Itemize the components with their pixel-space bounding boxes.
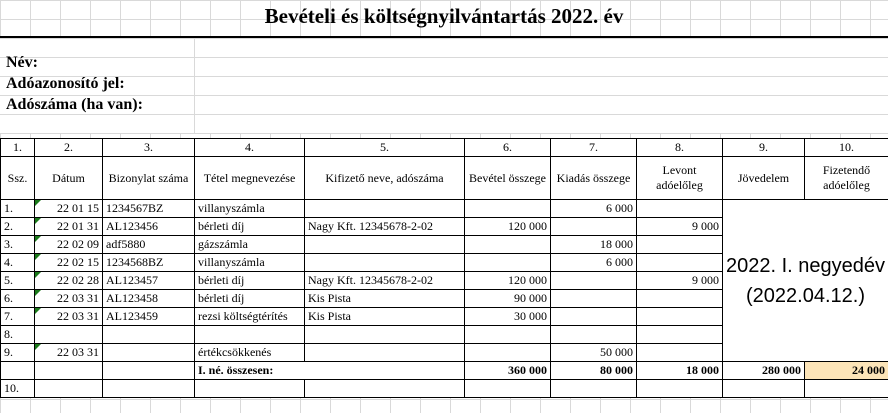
withheld-cell[interactable] bbox=[637, 344, 723, 362]
date-cell[interactable] bbox=[35, 326, 103, 344]
column-number-cell[interactable]: 7. bbox=[551, 139, 637, 157]
header-cell[interactable]: Kiadás összege bbox=[551, 157, 637, 200]
sheet-title: Bevételi és költségnyilvántartás 2022. év bbox=[264, 4, 624, 28]
date-cell[interactable]: 22 02 15 bbox=[35, 254, 103, 272]
income-cell[interactable]: 120 000 bbox=[465, 272, 551, 290]
name-label[interactable]: Név: bbox=[6, 54, 38, 71]
withheld-cell[interactable] bbox=[637, 308, 723, 326]
item-name-cell[interactable]: értékcsökkenés bbox=[195, 344, 305, 362]
header-row bbox=[1, 157, 888, 200]
header-cell[interactable]: Fizetendő adóelőleg bbox=[805, 157, 888, 200]
withheld-cell[interactable] bbox=[637, 290, 723, 308]
total-payable[interactable]: 24 000 bbox=[805, 362, 888, 380]
total-income[interactable]: 360 000 bbox=[465, 362, 551, 380]
empty-cell[interactable] bbox=[1, 362, 35, 380]
column-number-cell[interactable]: 5. bbox=[305, 139, 465, 157]
income-cell[interactable]: 120 000 bbox=[465, 218, 551, 236]
date-cell[interactable]: 22 03 31 bbox=[35, 344, 103, 362]
income-cell[interactable]: 30 000 bbox=[465, 308, 551, 326]
column-number-cell[interactable]: 6. bbox=[465, 139, 551, 157]
totals-row bbox=[1, 362, 888, 380]
ssz-cell[interactable]: 6. bbox=[1, 290, 35, 308]
expense-cell[interactable] bbox=[551, 326, 637, 344]
date-cell[interactable]: 22 02 28 bbox=[35, 272, 103, 290]
doc-number-cell[interactable] bbox=[103, 344, 195, 362]
empty-cell[interactable] bbox=[35, 362, 103, 380]
empty-cell[interactable] bbox=[103, 362, 195, 380]
income-cell[interactable] bbox=[465, 236, 551, 254]
doc-number-cell[interactable]: AL123456 bbox=[103, 218, 195, 236]
expense-cell[interactable]: 50 000 bbox=[551, 344, 637, 362]
tax-id-label[interactable]: Adóazonosító jel: bbox=[6, 75, 125, 92]
header-cell[interactable]: Kifizető neve, adószáma bbox=[305, 157, 465, 200]
header-cell[interactable]: Tétel megnevezése bbox=[195, 157, 305, 200]
total-withheld[interactable]: 18 000 bbox=[637, 362, 723, 380]
ssz-cell[interactable]: 2. bbox=[1, 218, 35, 236]
header-cell[interactable]: Levont adóelőleg bbox=[637, 157, 723, 200]
payer-cell[interactable]: Nagy Kft. 12345678-2-02 bbox=[305, 218, 465, 236]
doc-number-cell[interactable]: AL123459 bbox=[103, 308, 195, 326]
column-number-cell[interactable]: 2. bbox=[35, 139, 103, 157]
payer-cell[interactable] bbox=[305, 200, 465, 218]
column-number-cell[interactable]: 9. bbox=[723, 139, 805, 157]
column-number-cell[interactable]: 10. bbox=[805, 139, 888, 157]
income-cell[interactable] bbox=[465, 326, 551, 344]
ssz-cell[interactable]: 9. bbox=[1, 344, 35, 362]
empty-cell[interactable] bbox=[195, 380, 305, 398]
header-cell[interactable]: Jövedelem bbox=[723, 157, 805, 200]
ssz-cell[interactable]: 7. bbox=[1, 308, 35, 326]
ledger-table bbox=[0, 138, 888, 398]
income-cell[interactable] bbox=[465, 254, 551, 272]
date-cell[interactable]: 22 01 31 bbox=[35, 218, 103, 236]
header-cell[interactable]: Dátum bbox=[35, 157, 103, 200]
item-name-cell[interactable] bbox=[195, 326, 305, 344]
income-cell[interactable]: 90 000 bbox=[465, 290, 551, 308]
payer-cell[interactable]: Kis Pista bbox=[305, 290, 465, 308]
doc-number-cell[interactable]: AL123458 bbox=[103, 290, 195, 308]
ssz-cell[interactable]: 5. bbox=[1, 272, 35, 290]
withheld-cell[interactable] bbox=[637, 326, 723, 344]
empty-cell[interactable] bbox=[637, 380, 723, 398]
doc-number-cell[interactable]: 1234568BZ bbox=[103, 254, 195, 272]
date-cell[interactable]: 22 01 15 bbox=[35, 200, 103, 218]
ssz-cell[interactable]: 1. bbox=[1, 200, 35, 218]
header-cell[interactable]: Ssz. bbox=[1, 157, 35, 200]
header-cell[interactable]: Bizonylat száma bbox=[103, 157, 195, 200]
totals-label[interactable]: I. né. összesen: bbox=[195, 362, 465, 380]
withheld-cell[interactable] bbox=[637, 236, 723, 254]
empty-cell[interactable] bbox=[805, 380, 888, 398]
table-row bbox=[1, 380, 888, 398]
item-name-cell[interactable]: bérleti díj bbox=[195, 290, 305, 308]
item-name-cell[interactable]: gázszámla bbox=[195, 236, 305, 254]
payer-cell[interactable]: Nagy Kft. 12345678-2-02 bbox=[305, 272, 465, 290]
expense-cell[interactable]: 6 000 bbox=[551, 254, 637, 272]
withheld-cell[interactable]: 9 000 bbox=[637, 272, 723, 290]
empty-cell[interactable] bbox=[305, 380, 465, 398]
item-name-cell[interactable]: villanyszámla bbox=[195, 254, 305, 272]
ssz-cell[interactable]: 10. bbox=[1, 380, 35, 398]
payer-cell[interactable] bbox=[305, 254, 465, 272]
column-number-cell[interactable]: 3. bbox=[103, 139, 195, 157]
date-cell[interactable]: 22 03 31 bbox=[35, 308, 103, 326]
quarter-note-cell[interactable]: 2022. I. negyedév (2022.04.12.) bbox=[723, 200, 888, 362]
date-cell[interactable]: 22 03 31 bbox=[35, 290, 103, 308]
withheld-cell[interactable]: 9 000 bbox=[637, 218, 723, 236]
doc-number-cell[interactable] bbox=[103, 326, 195, 344]
income-cell[interactable] bbox=[465, 344, 551, 362]
expense-cell[interactable] bbox=[551, 290, 637, 308]
payer-cell[interactable] bbox=[305, 236, 465, 254]
payer-cell[interactable] bbox=[305, 326, 465, 344]
ssz-cell[interactable]: 3. bbox=[1, 236, 35, 254]
column-number-row bbox=[1, 139, 888, 157]
header-cell[interactable]: Bevétel összege bbox=[465, 157, 551, 200]
empty-cell[interactable] bbox=[551, 380, 637, 398]
tax-number-label[interactable]: Adószáma (ha van): bbox=[6, 96, 143, 113]
withheld-cell[interactable] bbox=[637, 200, 723, 218]
expense-cell[interactable] bbox=[551, 218, 637, 236]
item-name-cell[interactable]: villanyszámla bbox=[195, 200, 305, 218]
payer-cell[interactable]: Kis Pista bbox=[305, 308, 465, 326]
table-row bbox=[1, 200, 888, 218]
empty-cell[interactable] bbox=[103, 380, 195, 398]
empty-cell[interactable] bbox=[35, 380, 103, 398]
item-name-cell[interactable]: bérleti díj bbox=[195, 272, 305, 290]
withheld-cell[interactable] bbox=[637, 254, 723, 272]
total-expense[interactable]: 80 000 bbox=[551, 362, 637, 380]
ssz-cell[interactable]: 8. bbox=[1, 326, 35, 344]
empty-cell[interactable] bbox=[465, 380, 551, 398]
total-jovedelem[interactable]: 280 000 bbox=[723, 362, 805, 380]
column-number-cell[interactable]: 8. bbox=[637, 139, 723, 157]
income-cell[interactable] bbox=[465, 200, 551, 218]
doc-number-cell[interactable]: adf5880 bbox=[103, 236, 195, 254]
info-block bbox=[0, 38, 888, 134]
column-number-cell[interactable]: 4. bbox=[195, 139, 305, 157]
expense-cell[interactable]: 18 000 bbox=[551, 236, 637, 254]
expense-cell[interactable] bbox=[551, 272, 637, 290]
ssz-cell[interactable]: 4. bbox=[1, 254, 35, 272]
doc-number-cell[interactable]: AL123457 bbox=[103, 272, 195, 290]
column-number-cell[interactable]: 1. bbox=[1, 139, 35, 157]
payer-cell[interactable] bbox=[305, 344, 465, 362]
date-cell[interactable]: 22 02 09 bbox=[35, 236, 103, 254]
item-name-cell[interactable]: rezsi költségtérítés bbox=[195, 308, 305, 326]
expense-cell[interactable] bbox=[551, 308, 637, 326]
item-name-cell[interactable]: bérleti díj bbox=[195, 218, 305, 236]
expense-cell[interactable]: 6 000 bbox=[551, 200, 637, 218]
doc-number-cell[interactable]: 1234567BZ bbox=[103, 200, 195, 218]
empty-cell[interactable] bbox=[723, 380, 805, 398]
